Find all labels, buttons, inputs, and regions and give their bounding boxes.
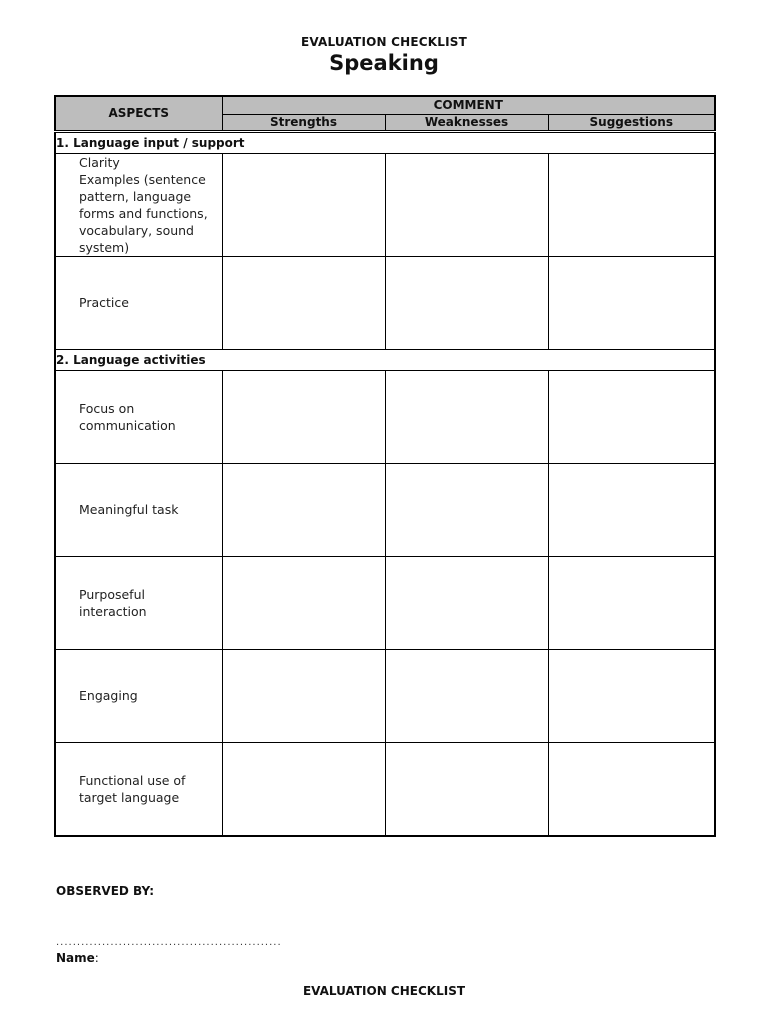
table-row <box>55 649 715 742</box>
table-row <box>55 463 715 556</box>
weaknesses-cell[interactable] <box>385 556 548 649</box>
suggestions-cell[interactable] <box>548 256 715 349</box>
weaknesses-cell[interactable] <box>385 153 548 256</box>
suggestions-cell[interactable] <box>548 153 715 256</box>
name-label-text: Name <box>56 951 95 965</box>
section-language-activities: 2. Language activities <box>55 349 715 370</box>
strengths-header: Strengths <box>222 114 385 131</box>
section-language-input: 1. Language input / support <box>55 131 715 153</box>
aspect-cell: Practice <box>55 256 222 349</box>
suggestions-header: Suggestions <box>548 114 715 131</box>
aspect-cell: Purposeful interaction <box>55 556 222 649</box>
table-row <box>55 742 715 836</box>
weaknesses-cell[interactable] <box>385 256 548 349</box>
aspect-cell: Meaningful task <box>55 463 222 556</box>
evaluation-table <box>54 95 716 837</box>
strengths-cell[interactable] <box>222 256 385 349</box>
aspect-cell: Functional use of target language <box>55 742 222 836</box>
name-label-colon: : <box>94 951 99 965</box>
observed-by-label: OBSERVED BY: <box>56 884 154 898</box>
weaknesses-cell[interactable] <box>385 463 548 556</box>
aspect-cell: Engaging <box>55 649 222 742</box>
weaknesses-cell[interactable] <box>385 649 548 742</box>
aspects-header: ASPECTS <box>55 96 222 131</box>
weaknesses-cell[interactable] <box>385 370 548 463</box>
table-row <box>55 556 715 649</box>
suggestions-cell[interactable] <box>548 556 715 649</box>
table-row <box>55 256 715 349</box>
table-row <box>55 153 715 256</box>
aspect-cell: Focus on communication <box>55 370 222 463</box>
strengths-cell[interactable] <box>222 370 385 463</box>
strengths-cell[interactable] <box>222 742 385 836</box>
footer-title: EVALUATION CHECKLIST <box>302 984 466 998</box>
suggestions-cell[interactable] <box>548 370 715 463</box>
signature-line: ...................................................... <box>56 937 282 948</box>
weaknesses-header: Weaknesses <box>385 114 548 131</box>
comment-header: COMMENT <box>222 96 715 114</box>
suggestions-cell[interactable] <box>548 742 715 836</box>
table-row <box>55 370 715 463</box>
document-title: EVALUATION CHECKLIST <box>300 35 468 49</box>
strengths-cell[interactable] <box>222 153 385 256</box>
weaknesses-cell[interactable] <box>385 742 548 836</box>
strengths-cell[interactable] <box>222 463 385 556</box>
aspect-cell: Clarity Examples (sentence pattern, language forms and functions, vocabulary, sound system) <box>55 153 222 256</box>
suggestions-cell[interactable] <box>548 463 715 556</box>
name-label <box>56 951 99 965</box>
strengths-cell[interactable] <box>222 556 385 649</box>
document-subtitle: Speaking <box>329 51 439 75</box>
strengths-cell[interactable] <box>222 649 385 742</box>
suggestions-cell[interactable] <box>548 649 715 742</box>
